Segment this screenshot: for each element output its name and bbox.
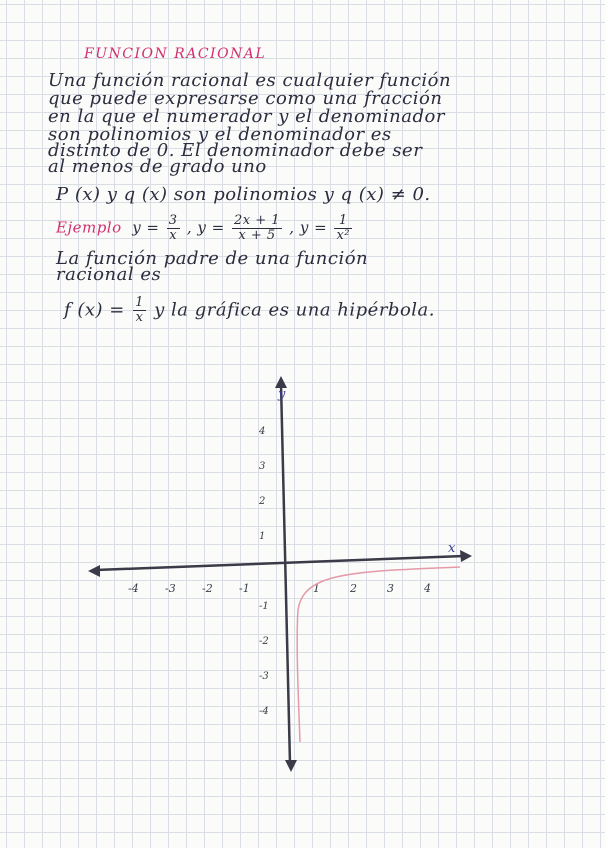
x-tick-label: 4 xyxy=(424,582,431,595)
x-tick-label: -4 xyxy=(128,582,139,595)
fraction-3-numerator: 1 xyxy=(334,214,352,229)
y-tick-label: 2 xyxy=(259,496,266,507)
example-sep-1: , y = xyxy=(186,218,225,237)
definition-line-4: son polinomios y el denominador es xyxy=(48,124,392,145)
fraction-2-numerator: 2x + 1 xyxy=(233,213,281,228)
x-tick-label: -1 xyxy=(239,582,250,595)
y-axis xyxy=(281,384,290,764)
x-tick-label: 2 xyxy=(350,582,357,595)
x-axis xyxy=(96,556,464,570)
fraction-1-numerator: 3 xyxy=(168,213,178,228)
x-axis-label: x xyxy=(448,541,456,556)
parent-fraction-denominator: x xyxy=(135,310,144,325)
definition-line-3: en la que el numerador y el denominador xyxy=(48,106,445,127)
x-tick-labels xyxy=(128,582,431,595)
hyperbola-branch-curve xyxy=(297,567,460,742)
fraction-2-denominator: x + 5 xyxy=(238,228,276,243)
y-tick-label: -2 xyxy=(259,636,269,647)
condition-line: P (x) y q (x) son polinomios y q (x) ≠ 0. xyxy=(56,184,431,205)
parent-line-1: La función padre de una función xyxy=(56,248,369,269)
x-axis-right-arrow xyxy=(460,550,472,562)
y-tick-label: -4 xyxy=(259,706,269,717)
parent-function-prefix: f (x) = xyxy=(64,299,125,321)
x-tick-label: 1 xyxy=(313,582,320,595)
x-axis-left-arrow xyxy=(88,565,100,577)
y-tick-label: -3 xyxy=(259,671,269,682)
parent-line-2: racional es xyxy=(56,264,162,285)
y-tick-label: 4 xyxy=(259,426,266,437)
page-title: FUNCION RACIONAL xyxy=(84,46,267,62)
y-tick-label: -1 xyxy=(259,601,269,612)
example-sep-2: , y = xyxy=(289,218,328,237)
y-tick-label: 3 xyxy=(259,461,266,472)
parent-function-suffix: y la gráfica es una hipérbola. xyxy=(154,299,436,321)
example-label: Ejemplo xyxy=(56,218,122,237)
y-axis-bottom-arrow xyxy=(285,760,297,772)
parent-fraction-numerator: 1 xyxy=(135,295,144,310)
definition-line-1: Una función racional es cualquier función xyxy=(48,70,452,91)
y-tick-labels xyxy=(258,426,269,717)
fraction-1-denominator: x xyxy=(169,228,178,243)
y-tick-label: 1 xyxy=(259,531,266,542)
x-tick-label: 3 xyxy=(387,582,394,595)
definition-line-2: que puede expresarse como una fracción xyxy=(48,88,443,109)
example-y1: y = xyxy=(132,218,160,237)
definition-line-5: distinto de 0. El denominador debe ser xyxy=(48,140,423,161)
definition-line-6: al menos de grado uno xyxy=(48,156,267,177)
x-tick-label: -3 xyxy=(165,582,176,595)
x-tick-label: -2 xyxy=(202,582,213,595)
fraction-3-denominator: x² xyxy=(336,228,350,243)
y-axis-label: y xyxy=(278,387,286,402)
